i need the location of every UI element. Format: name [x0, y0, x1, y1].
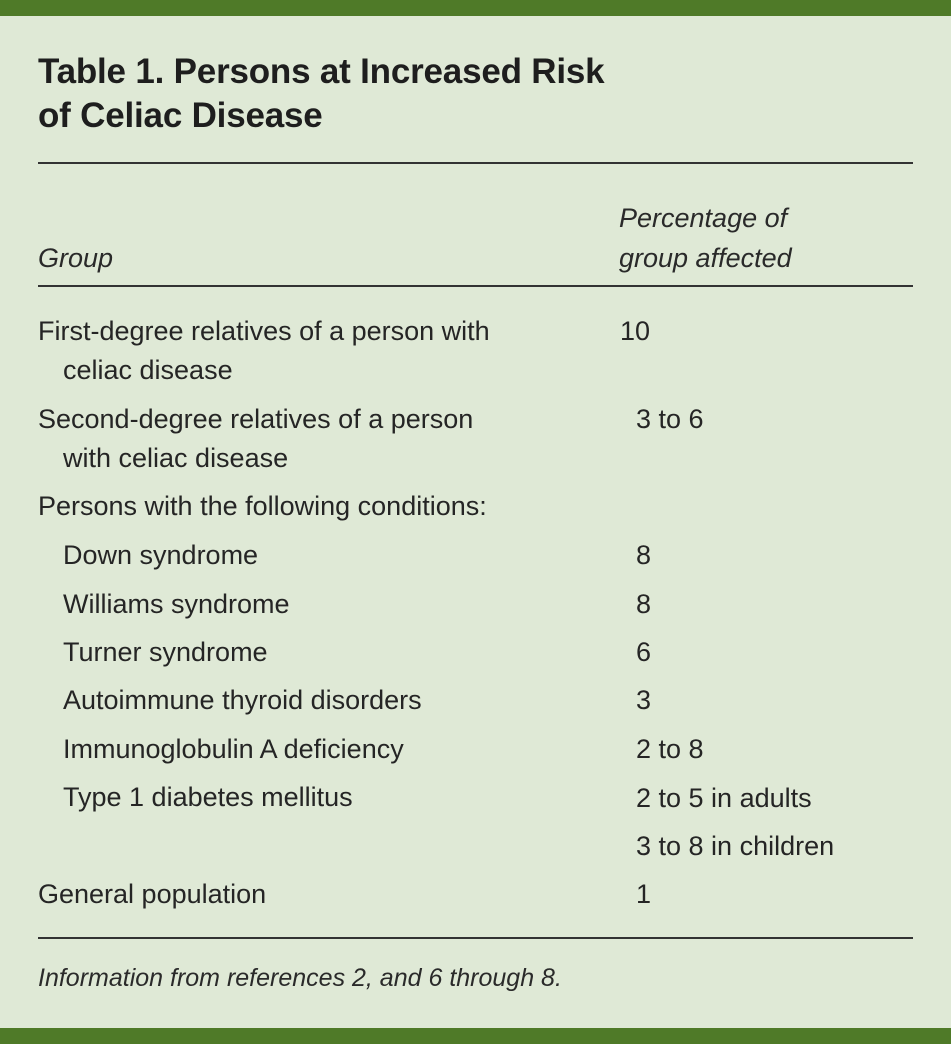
top-accent-bar	[0, 0, 951, 16]
row-group-cell	[63, 633, 623, 672]
row-value-cell: 10	[620, 316, 651, 346]
table-bottom-rule	[38, 937, 913, 939]
row-value-cell: 6	[636, 637, 652, 667]
column-header-percentage-line1: Percentage of	[619, 203, 788, 233]
row-group-text: Immunoglobulin A deficiency	[63, 734, 404, 764]
row-value-cell: 1	[636, 879, 652, 909]
row-group-cell	[38, 875, 598, 914]
row-group-text: General population	[38, 879, 267, 909]
row-group-cell	[63, 536, 623, 575]
row-group-text: Persons with the following conditions:	[38, 491, 487, 521]
row-value-cell: 8	[636, 589, 652, 619]
table-title	[38, 50, 798, 138]
row-group-text: Autoimmune thyroid disorders	[63, 685, 422, 715]
row-value-cell	[636, 774, 834, 870]
row-group-cell	[38, 487, 598, 526]
row-group-text: Second-degree relatives of a person	[38, 404, 474, 434]
column-header-percentage-line2: group affected	[619, 243, 792, 273]
table-title-line2: of Celiac Disease	[38, 96, 323, 135]
row-group-text: Williams syndrome	[63, 589, 290, 619]
row-group-cell	[63, 585, 623, 624]
row-group-cell	[38, 400, 598, 478]
row-value-cell: 2 to 8	[636, 734, 704, 764]
row-group-cell	[63, 778, 623, 817]
row-group-text: Down syndrome	[63, 540, 259, 570]
row-value-cell: 8	[636, 540, 652, 570]
column-header-group: Group	[38, 243, 114, 273]
row-group-text-continued: celiac disease	[63, 355, 233, 385]
bottom-accent-bar	[0, 1028, 951, 1044]
table-footnote: Information from references 2, and 6 through 8.	[38, 964, 562, 992]
table-title-line1: Table 1. Persons at Increased Risk	[38, 52, 605, 91]
row-group-text-continued: with celiac disease	[63, 443, 289, 473]
row-group-text: Type 1 diabetes mellitus	[63, 782, 353, 812]
row-value-line2: 3 to 8 in children	[636, 831, 835, 861]
row-value-cell: 3	[636, 685, 652, 715]
row-group-cell	[63, 730, 623, 769]
header-bottom-rule	[38, 285, 913, 287]
header-top-rule	[38, 162, 913, 164]
row-group-cell	[63, 681, 623, 720]
row-value-line1: 2 to 5 in adults	[636, 783, 812, 813]
column-header-percentage	[619, 198, 792, 278]
row-value-cell: 3 to 6	[636, 404, 704, 434]
row-group-text: Turner syndrome	[63, 637, 268, 667]
row-group-cell	[38, 312, 598, 390]
row-group-text: First-degree relatives of a person with	[38, 316, 490, 346]
